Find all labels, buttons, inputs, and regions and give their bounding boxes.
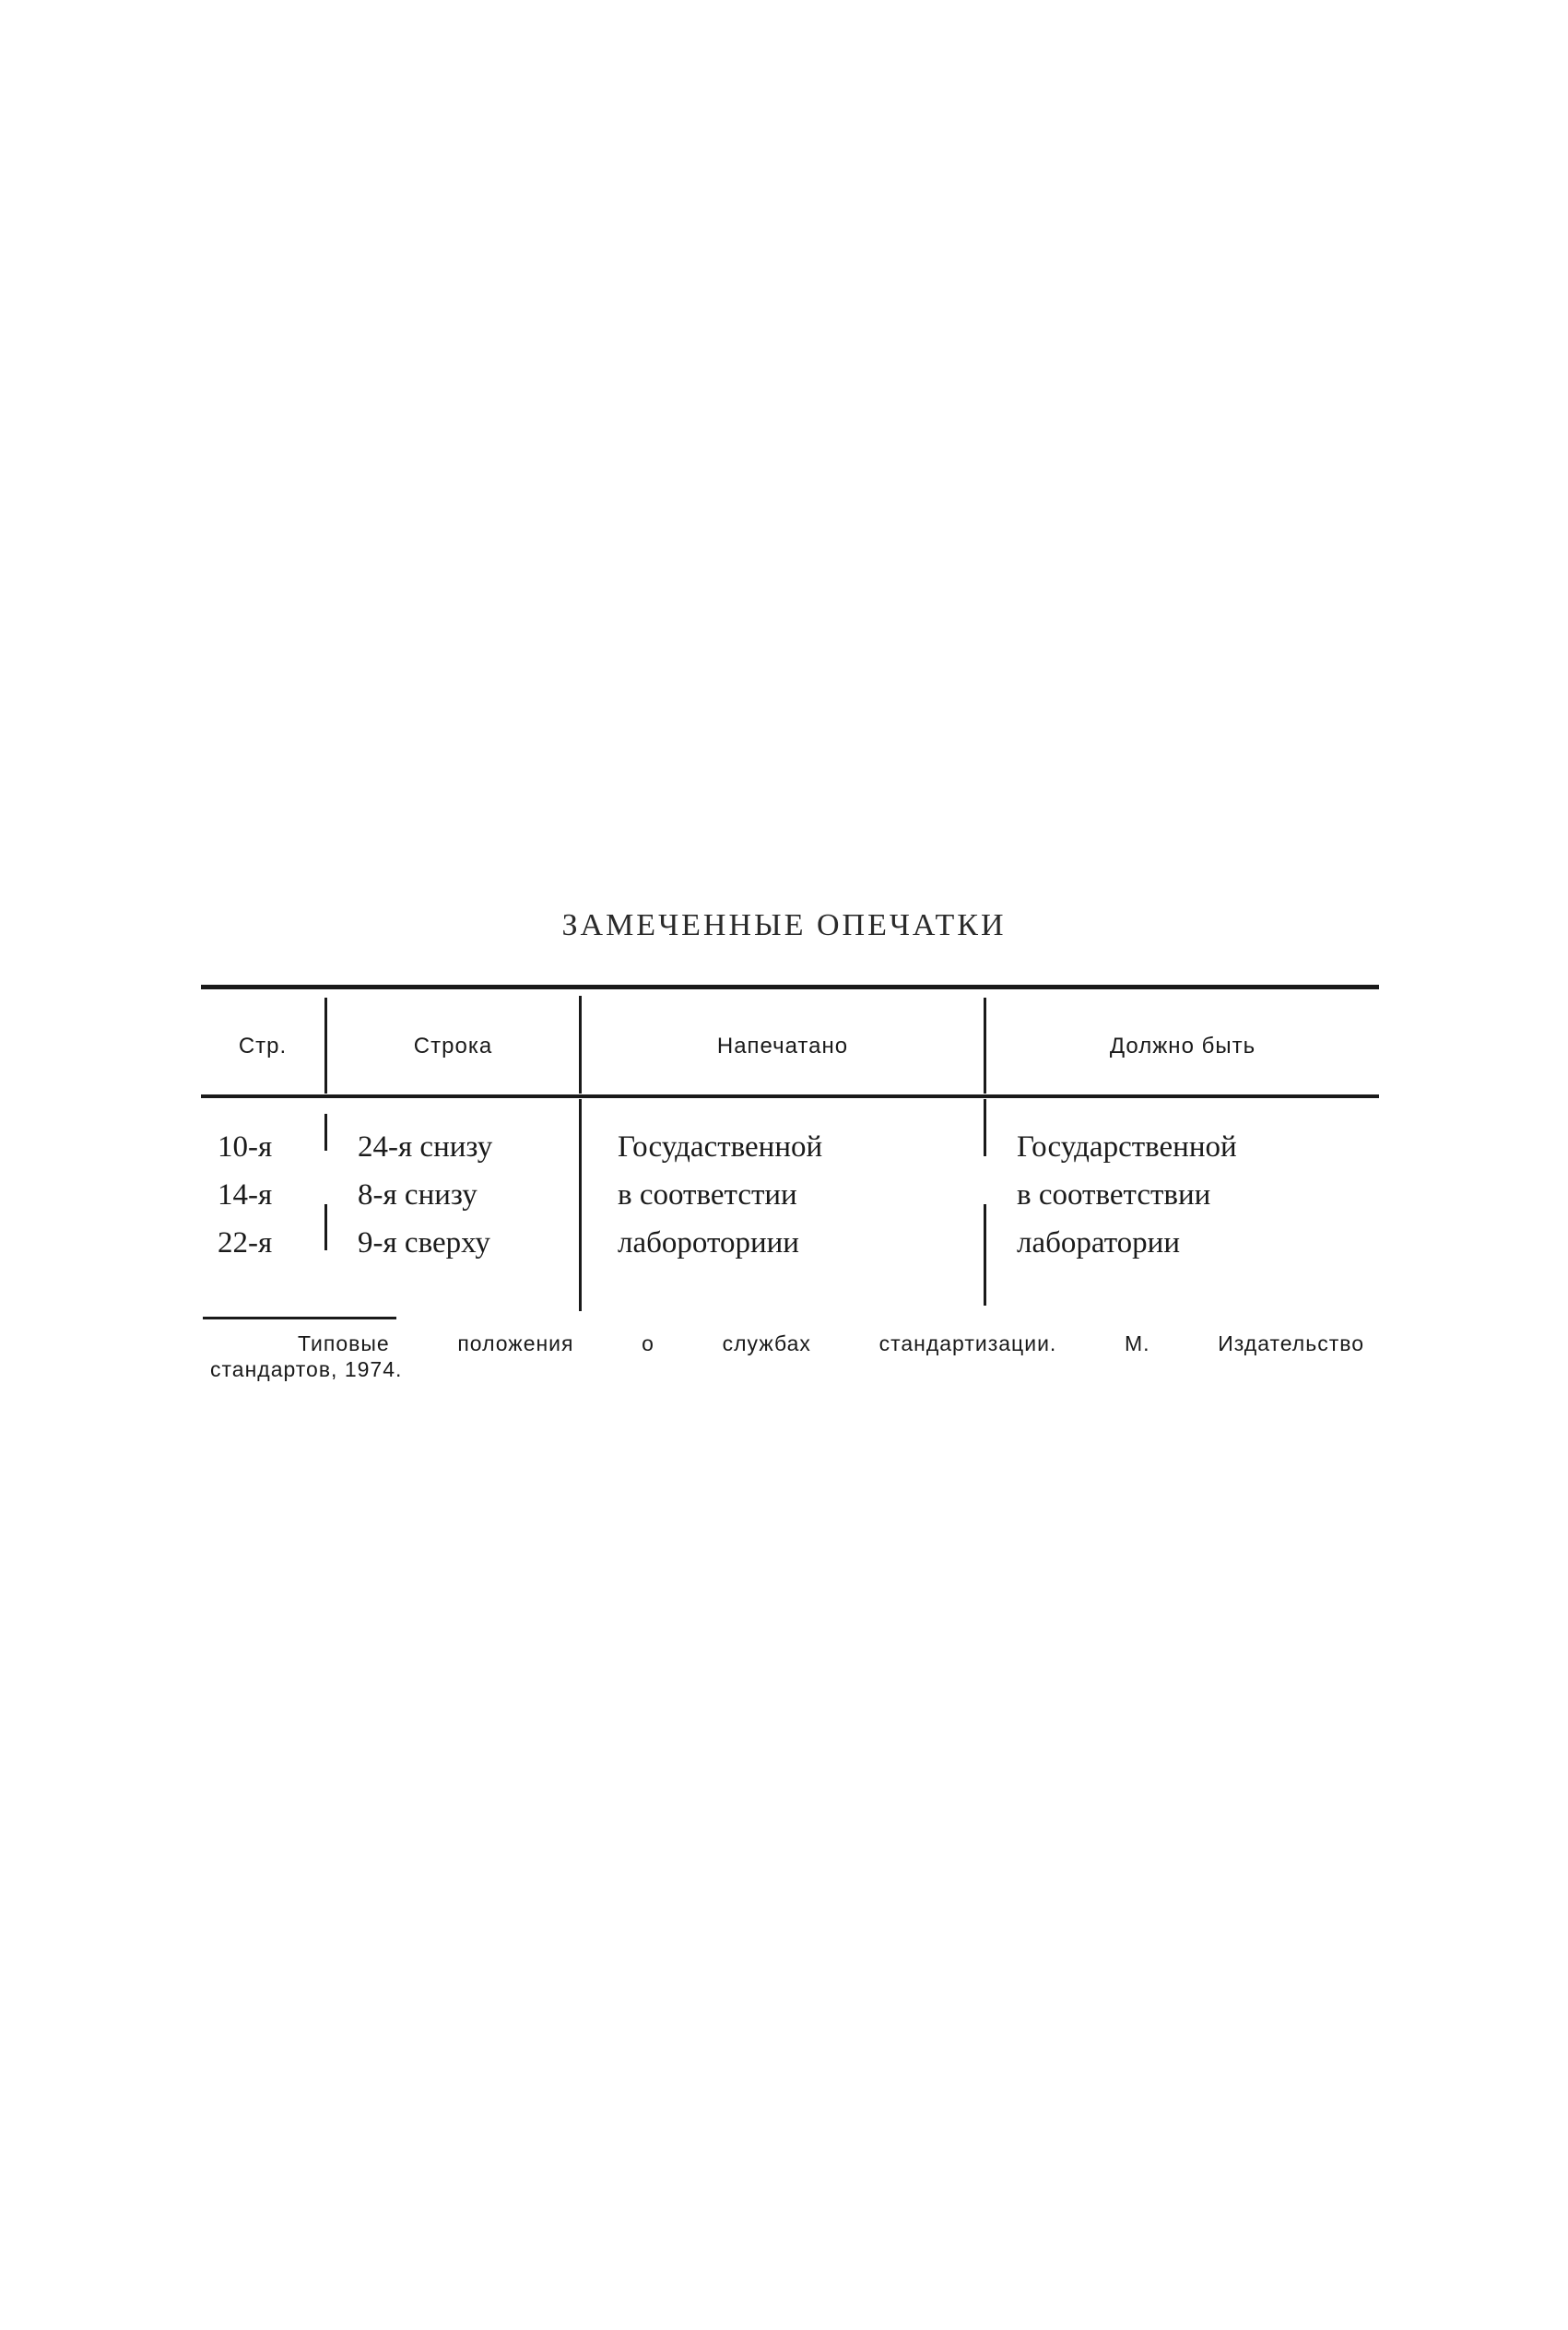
- column-divider-1-body: [324, 1114, 327, 1151]
- header-printed: Напечатано: [716, 1034, 849, 1059]
- table-cell-should-be: в соответствии: [1017, 1178, 1211, 1212]
- page-title: ЗАМЕЧЕННЫЕ ОПЕЧАТКИ: [561, 908, 1007, 942]
- table-cell-line: 9-я сверху: [358, 1226, 490, 1260]
- column-divider-2-body: [579, 1099, 582, 1311]
- table-header-rule: [201, 1094, 1379, 1098]
- table-cell-printed: Госудаственной: [618, 1130, 823, 1164]
- column-line: [358, 1123, 492, 1267]
- header-should-be: Должно быть: [1109, 1034, 1256, 1059]
- column-divider-1-body-2: [324, 1204, 327, 1250]
- errata-table: [201, 985, 1379, 1309]
- table-cell-page: 14-я: [218, 1178, 273, 1212]
- table-top-rule: [201, 985, 1379, 989]
- table-cell-line: 24-я снизу: [358, 1130, 493, 1164]
- column-printed: [618, 1123, 822, 1267]
- table-cell-page: 22-я: [218, 1226, 273, 1260]
- footnote-rule: [203, 1317, 396, 1319]
- table-cell-printed: в соответстии: [618, 1178, 797, 1212]
- footnote-line-2: стандартов, 1974.: [210, 1357, 403, 1381]
- footnote: [210, 1331, 1364, 1382]
- column-divider-3-body-2: [984, 1204, 986, 1306]
- table-cell-line: 8-я снизу: [358, 1178, 477, 1212]
- header-page: Стр.: [238, 1034, 288, 1059]
- table-cell-printed: лабороториии: [618, 1226, 799, 1260]
- column-divider-3-body: [984, 1099, 986, 1156]
- column-page: [218, 1123, 272, 1267]
- header-line: Строка: [413, 1034, 493, 1059]
- table-cell-page: 10-я: [218, 1130, 273, 1164]
- column-should-be: [1017, 1123, 1237, 1267]
- footnote-line-1: Типовые положения о службах стандартизации. М. Издательство: [298, 1331, 1364, 1355]
- table-cell-should-be: лаборатории: [1017, 1226, 1181, 1260]
- table-cell-should-be: Государственной: [1017, 1130, 1237, 1164]
